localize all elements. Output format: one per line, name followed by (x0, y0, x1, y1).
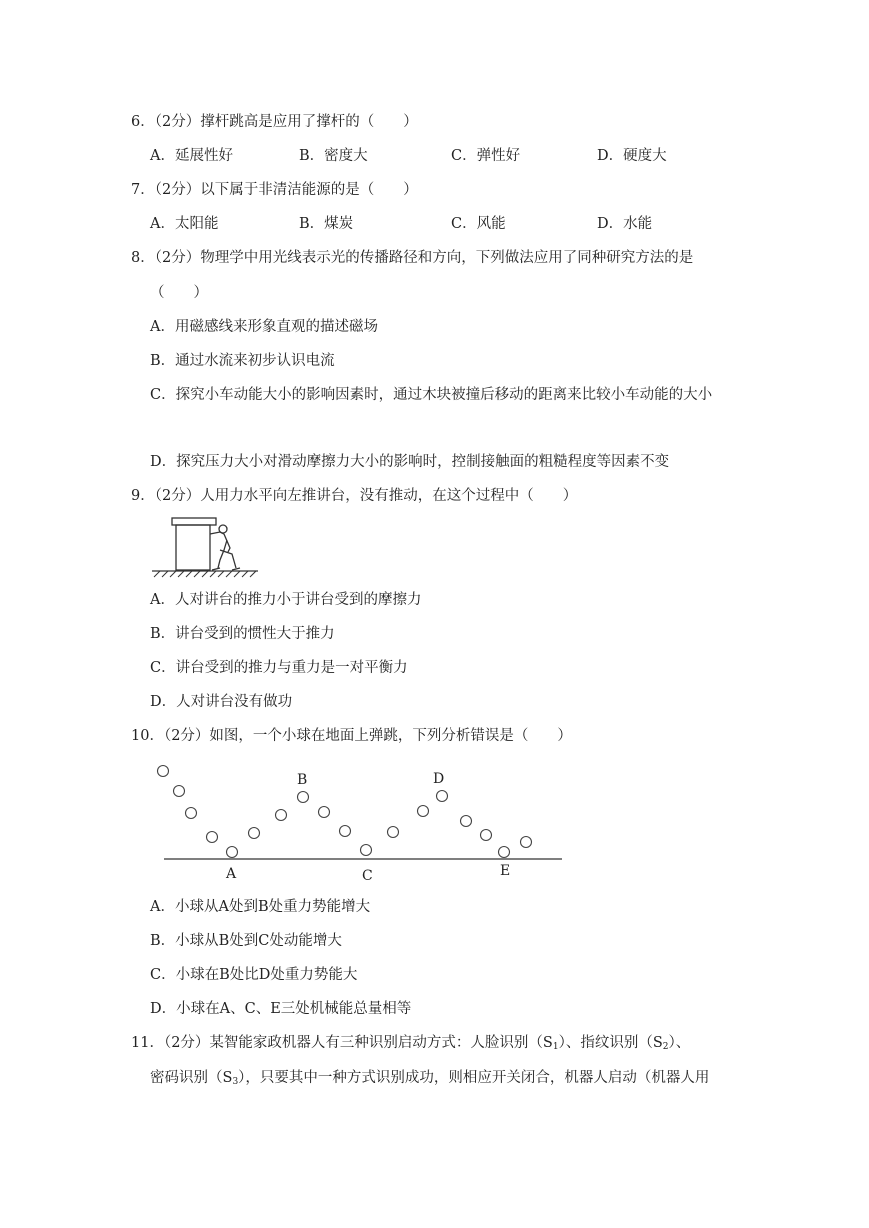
label-e: E (500, 863, 511, 879)
q11-line1-part-b: ）、指纹识别（S (558, 1035, 663, 1051)
q6-option-a: A．延展性好 (150, 148, 233, 164)
ball-position-d (437, 791, 448, 802)
ball-position-e (499, 847, 510, 858)
q11-stem-line1 (131, 1033, 690, 1057)
q9-figure-lectern-push (150, 516, 262, 578)
q9-option-a: A．人对讲台的推力小于讲台受到的摩擦力 (150, 592, 422, 608)
q7-option-d: D．水能 (597, 216, 653, 232)
q6-option-b: B．密度大 (299, 148, 368, 164)
ball-position (158, 766, 169, 777)
label-b: B (297, 772, 308, 788)
q9-option-c: C．讲台受到的推力与重力是一对平衡力 (150, 660, 408, 676)
label-a: A (226, 866, 237, 882)
q6-option-c: C．弹性好 (451, 148, 521, 164)
label-d: D (433, 771, 445, 787)
q11-line1-part-c: ）、 (668, 1035, 691, 1051)
q7-stem: 7．（2分）以下属于非清洁能源的是（ ） (131, 182, 418, 198)
ball-position (521, 837, 532, 848)
q8-option-a: A．用磁感线来形象直观的描述磁场 (150, 319, 378, 335)
q8-stem: 8．（2分）物理学中用光线表示光的传播路径和方向，下列做法应用了同种研究方法的是 (131, 250, 694, 266)
q10-stem: 10．（2分）如图，一个小球在地面上弹跳，下列分析错误是（ ） (131, 728, 572, 744)
lectern-top (172, 518, 216, 525)
q8-option-d: D．探究压力大小对滑动摩擦力大小的影响时，控制接触面的粗糙程度等因素不变 (150, 454, 670, 470)
ball-position (461, 816, 472, 827)
q11-sub-s1: 1 (552, 1042, 559, 1052)
q10-option-d: D．小球在A、C、E三处机械能总量相等 (150, 1001, 412, 1017)
q10-figure-bouncing-ball (150, 760, 570, 885)
q9-option-d: D．人对讲台没有做功 (150, 694, 293, 710)
ball-position-c (361, 845, 372, 856)
q7-option-c: C．风能 (451, 216, 506, 232)
ball-position (207, 832, 218, 843)
q11-stem-line2 (150, 1068, 709, 1092)
q10-option-a: A．小球从A处到B处重力势能增大 (150, 899, 371, 915)
ball-position-a (227, 847, 238, 858)
ball-position (174, 786, 185, 797)
q10-option-b: B．小球从B处到C处动能增大 (150, 933, 342, 949)
ball-position (276, 810, 287, 821)
q7-option-a: A．太阳能 (150, 216, 219, 232)
q7-option-b: B．煤炭 (299, 216, 354, 232)
q11-sub-s2: 2 (662, 1042, 669, 1052)
ball-position (319, 807, 330, 818)
q6-stem: 6．（2分）撑杆跳高是应用了撑杆的（ ） (131, 114, 418, 130)
ground-hatching (154, 571, 256, 577)
q11-sub-s3: 3 (232, 1077, 239, 1087)
ball-position (249, 828, 260, 839)
ball-position (388, 827, 399, 838)
q10-option-c: C．小球在B处比D处重力势能大 (150, 967, 358, 983)
q9-option-b: B．讲台受到的惯性大于推力 (150, 626, 335, 642)
q6-option-d: D．硬度大 (597, 148, 667, 164)
pushing-person (210, 525, 240, 570)
ball-position (186, 808, 197, 819)
ball-position (481, 830, 492, 841)
q9-stem: 9．（2分）人用力水平向左推讲台，没有推动，在这个过程中（ ） (131, 488, 578, 504)
q8-option-c: C．探究小车动能大小的影响因素时，通过木块被撞后移动的距离来比较小车动能的大小 (150, 387, 713, 403)
ball-position (340, 826, 351, 837)
q8-option-b: B．通过水流来初步认识电流 (150, 353, 335, 369)
ball-position (418, 806, 429, 817)
ball-position-b (298, 792, 309, 803)
label-c: C (362, 868, 373, 884)
q11-line1-part-a: 11．（2分）某智能家政机器人有三种识别启动方式：人脸识别（S (131, 1035, 553, 1051)
q8-stem-continued: （ ） (150, 285, 208, 301)
q11-line2-part-b: ），只要其中一种方式识别成功，则相应开关闭合，机器人启动（机器人用 (238, 1070, 710, 1086)
q11-line2-part-a: 密码识别（S (150, 1070, 233, 1086)
lectern-body (176, 525, 210, 570)
